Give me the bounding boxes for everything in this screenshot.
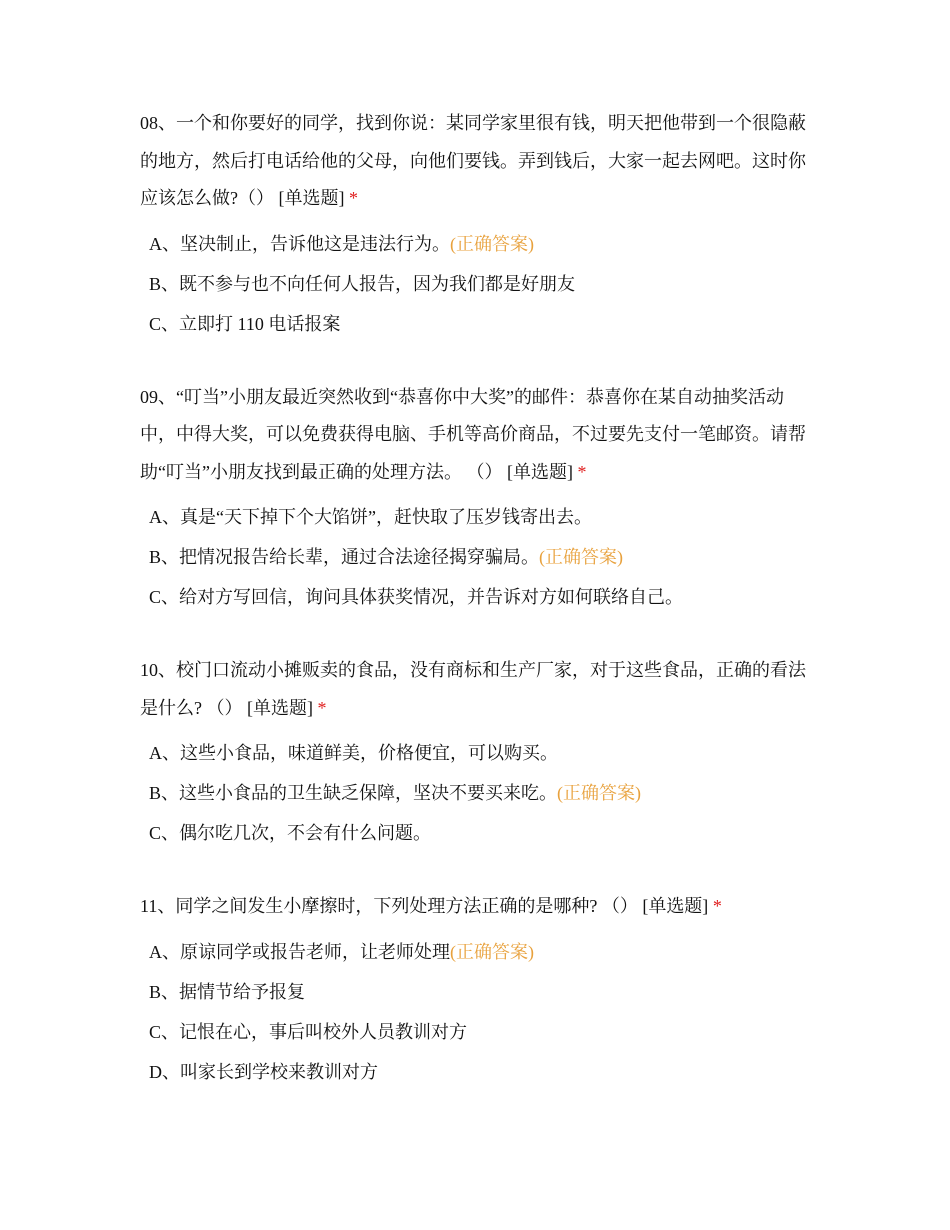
question-10 (140, 652, 950, 853)
question-stem: 11、同学之间发生小摩擦时，下列处理方法正确的是哪种? （） [单选题] (140, 896, 709, 916)
question-stem: 09、“叮当”小朋友最近突然收到“恭喜你中大奖”的邮件：恭喜你在某自动抽奖活动中，中得大奖，可以免费获得电脑、手机等高价商品，不过要先支付一笔邮资。请帮助“叮当”小朋友找到最正确的处理方法。 （） [单选题] (140, 386, 806, 482)
required-star: * (348, 188, 358, 208)
option-c[interactable] (149, 813, 950, 853)
option-c[interactable] (149, 1012, 950, 1052)
option-d[interactable] (149, 1052, 950, 1092)
question-text (140, 379, 818, 492)
option-c[interactable] (149, 304, 950, 344)
correct-answer-mark: (正确答案) (450, 941, 534, 962)
required-star: * (317, 697, 327, 718)
option-label: B、据情节给予报复 (149, 981, 306, 1002)
option-label: B、这些小食品的卫生缺乏保障，坚决不要买来吃。 (149, 783, 558, 803)
question-stem: 08、一个和你要好的同学，找到你说：某同学家里很有钱，明天把他带到一个很隐蔽的地方，然后打电话给他的父母，向他们要钱。弄到钱后，大家一起去网吧。这时你应该怎么做?（） [单选题] (140, 113, 806, 208)
option-a[interactable] (149, 224, 950, 264)
option-a[interactable] (149, 733, 950, 773)
question-text (140, 652, 818, 727)
option-c[interactable] (149, 577, 950, 617)
correct-answer-mark: (正确答案) (557, 783, 642, 803)
option-label: B、把情况报告给长辈，通过合法途径揭穿骗局。 (149, 547, 540, 567)
correct-answer-mark: (正确答案) (539, 547, 624, 567)
question-text (140, 888, 818, 926)
question-text (140, 105, 818, 218)
option-label: A、这些小食品，味道鲜美，价格便宜，可以购买。 (149, 743, 558, 763)
option-b[interactable] (149, 264, 950, 304)
option-a[interactable] (149, 932, 950, 972)
question-stem: 10、校门口流动小摊贩卖的食品，没有商标和生产厂家，对于这些食品，正确的看法是什么? （） [单选题] (140, 660, 806, 718)
option-a[interactable] (149, 497, 950, 537)
required-star: * (712, 896, 722, 916)
option-label: C、立即打 110 电话报案 (149, 313, 341, 334)
option-b[interactable] (149, 537, 950, 577)
option-label: B、既不参与也不向任何人报告，因为我们都是好朋友 (149, 273, 576, 294)
question-11 (140, 888, 950, 1092)
option-label: A、真是“天下掉下个大馅饼”，赶快取了压岁钱寄出去。 (149, 507, 592, 527)
option-label: D、叫家长到学校来教训对方 (149, 1061, 378, 1082)
question-09 (140, 379, 950, 618)
question-08 (140, 105, 950, 344)
option-label: C、给对方写回信，询问具体获奖情况，并告诉对方如何联络自己。 (149, 587, 684, 607)
required-star: * (577, 461, 587, 482)
option-label: C、偶尔吃几次，不会有什么问题。 (149, 823, 432, 843)
option-label: C、记恨在心，事后叫校外人员教训对方 (149, 1021, 468, 1042)
correct-answer-mark: (正确答案) (450, 233, 534, 254)
option-label: A、原谅同学或报告老师，让老师处理 (149, 941, 450, 962)
option-b[interactable] (149, 972, 950, 1012)
option-label: A、坚决制止，告诉他这是违法行为。 (149, 233, 450, 254)
option-b[interactable] (149, 773, 950, 813)
